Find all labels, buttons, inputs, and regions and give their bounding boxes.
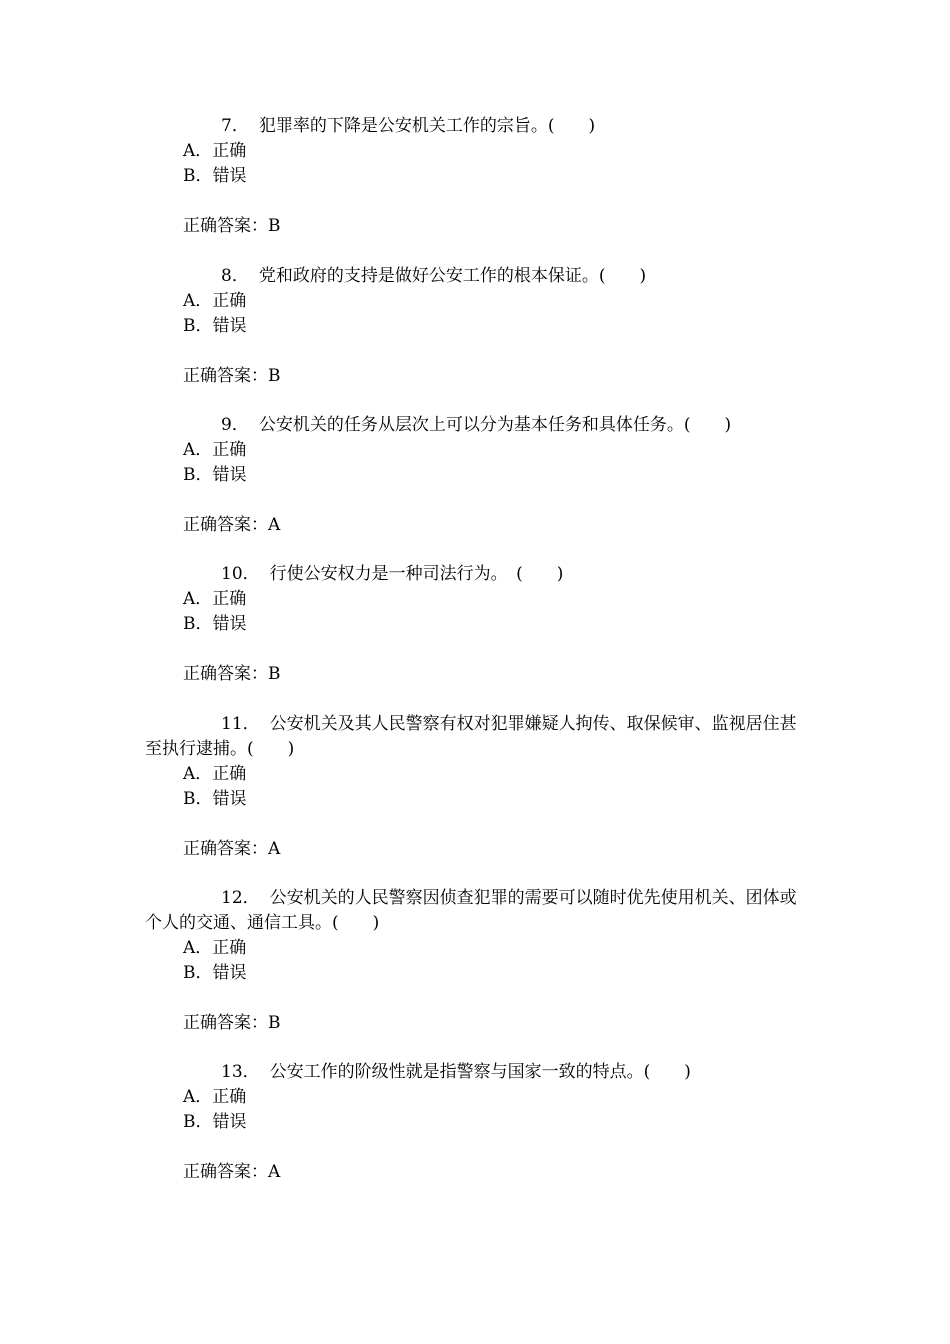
question-text: 公安机关的任务从层次上可以分为基本任务和具体任务。( )	[258, 415, 732, 435]
question-10	[145, 562, 810, 687]
options-list	[145, 936, 810, 986]
correct-answer: 正确答案：A	[183, 515, 281, 535]
correct-answer: 正确答案：A	[183, 839, 281, 859]
question-text: 行使公安权力是一种司法行为。 ( )	[269, 564, 564, 584]
option-b: B．错误	[183, 465, 247, 485]
question-number: 10．	[221, 564, 260, 584]
option-a: A．正确	[183, 589, 247, 609]
options-list	[145, 587, 810, 637]
option-a: A．正确	[183, 141, 247, 161]
question-number: 11．	[221, 714, 260, 734]
question-text: 党和政府的支持是做好公安工作的根本保证。( )	[258, 266, 647, 286]
question-text: 公安机关的人民警察因侦查犯罪的需要可以随时优先使用机关、团体或个人的交通、通信工具。( )	[145, 888, 797, 933]
question-8	[145, 264, 810, 389]
question-text: 公安机关及其人民警察有权对犯罪嫌疑人拘传、取保候审、监视居住甚至执行逮捕。( )	[145, 714, 797, 759]
option-b: B．错误	[183, 789, 247, 809]
question-text: 公安工作的阶级性就是指警察与国家一致的特点。( )	[269, 1062, 691, 1082]
option-a: A．正确	[183, 440, 247, 460]
question-11	[145, 712, 810, 862]
option-a: A．正确	[183, 291, 247, 311]
option-b: B．错误	[183, 963, 247, 983]
question-number: 12．	[221, 888, 260, 908]
question-stem	[145, 114, 810, 139]
option-b: B．错误	[183, 614, 247, 634]
option-a: A．正确	[183, 764, 247, 784]
question-number: 8．	[221, 266, 249, 286]
option-a: A．正确	[183, 938, 247, 958]
options-list	[145, 289, 810, 339]
question-stem	[145, 886, 810, 936]
question-stem	[145, 712, 810, 762]
question-stem	[145, 413, 810, 438]
options-list	[145, 139, 810, 189]
question-number: 13．	[221, 1062, 260, 1082]
option-b: B．错误	[183, 166, 247, 186]
question-text: 犯罪率的下降是公安机关工作的宗旨。( )	[258, 116, 596, 136]
question-number: 9．	[221, 415, 249, 435]
options-list	[145, 438, 810, 488]
question-9	[145, 413, 810, 538]
option-a: A．正确	[183, 1087, 247, 1107]
correct-answer: 正确答案：B	[183, 216, 281, 236]
question-7	[145, 114, 810, 239]
question-number: 7．	[221, 116, 249, 136]
option-b: B．错误	[183, 1112, 247, 1132]
question-stem	[145, 562, 810, 587]
question-13	[145, 1060, 810, 1185]
correct-answer: 正确答案：B	[183, 366, 281, 386]
correct-answer: 正确答案：A	[183, 1162, 281, 1182]
correct-answer: 正确答案：B	[183, 664, 281, 684]
options-list	[145, 762, 810, 812]
question-stem	[145, 1060, 810, 1085]
correct-answer: 正确答案：B	[183, 1013, 281, 1033]
question-12	[145, 886, 810, 1036]
options-list	[145, 1085, 810, 1135]
option-b: B．错误	[183, 316, 247, 336]
question-stem	[145, 264, 810, 289]
